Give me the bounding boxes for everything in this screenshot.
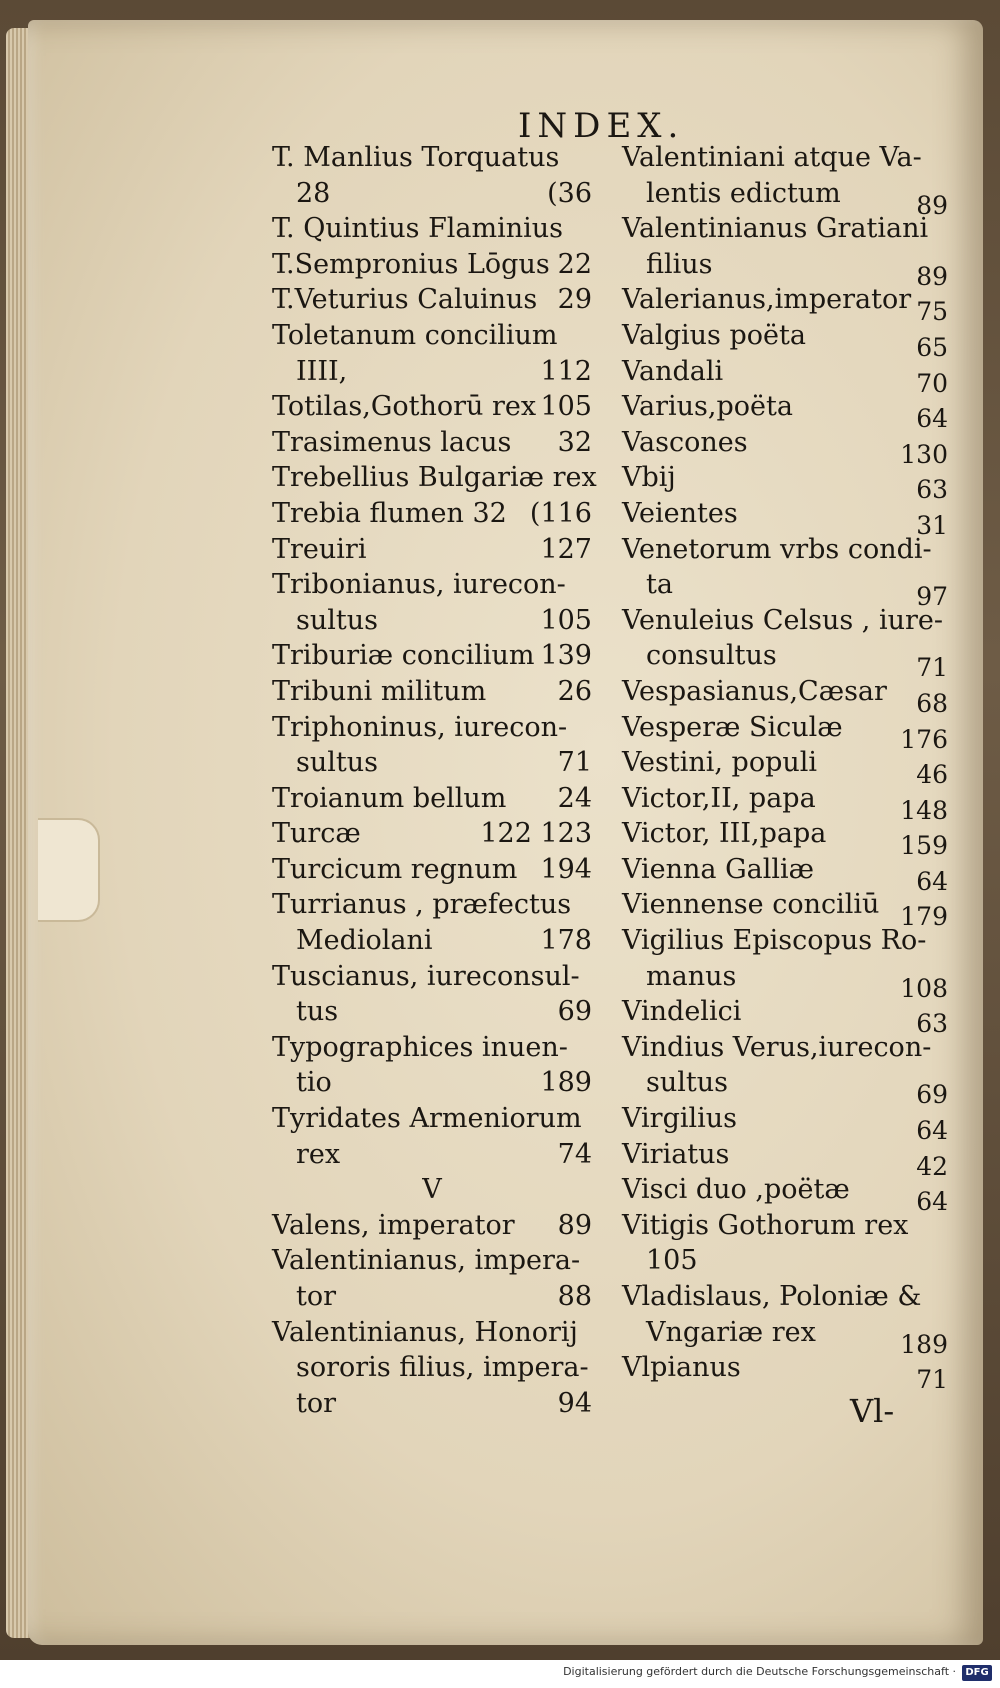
entry-term: manus bbox=[646, 960, 737, 992]
index-entry bbox=[622, 318, 948, 362]
entry-page-number: 74 bbox=[557, 1138, 592, 1170]
entry-term: Viriatus bbox=[622, 1138, 730, 1170]
entry-term: Vitigis Gothorum rex bbox=[622, 1209, 909, 1241]
entry-term: sultus bbox=[296, 747, 378, 779]
index-entry bbox=[272, 1350, 592, 1386]
index-entry bbox=[272, 816, 592, 852]
entry-page-number: 105 bbox=[540, 604, 592, 636]
index-entry bbox=[272, 852, 592, 888]
index-entry bbox=[622, 994, 948, 1039]
entry-term: Varius,poëta bbox=[622, 391, 793, 423]
entry-page-number: 31 bbox=[916, 510, 948, 540]
entry-term: T.Sempronius Lōgus bbox=[272, 248, 550, 280]
index-entry bbox=[272, 1315, 592, 1351]
entry-term: Vigilius Episcopus Ro- bbox=[622, 925, 927, 957]
entry-term: Vascones bbox=[622, 426, 748, 458]
entry-page-number: 89 bbox=[916, 190, 948, 220]
index-entry bbox=[622, 425, 948, 469]
index-entry bbox=[272, 532, 592, 568]
index-entry bbox=[272, 1172, 592, 1208]
index-entry bbox=[622, 603, 944, 639]
index-entry bbox=[622, 1208, 944, 1244]
index-entry bbox=[622, 354, 948, 398]
entry-term: Vestini, populi bbox=[622, 747, 818, 779]
entry-term: Vlpianus bbox=[622, 1352, 741, 1384]
entry-term: Valgius poëta bbox=[622, 319, 806, 351]
entry-term: filius bbox=[646, 248, 713, 280]
entry-page-number: 24 bbox=[557, 782, 592, 814]
entry-term: Valentinianus, impera- bbox=[272, 1245, 581, 1277]
index-entry bbox=[622, 816, 948, 861]
entry-term: Victor, III,papa bbox=[622, 818, 827, 850]
entry-page-number: 108 bbox=[900, 973, 948, 1003]
index-entry bbox=[272, 1137, 592, 1173]
entry-page-number: 71 bbox=[916, 653, 948, 683]
entry-page-number: (36 bbox=[547, 177, 592, 209]
entry-term: sororis filius, impera- bbox=[296, 1352, 589, 1384]
entry-term: Valentinianus Gratiani bbox=[622, 213, 929, 245]
index-entry bbox=[622, 496, 948, 540]
index-entry bbox=[272, 496, 592, 532]
entry-term: Vespasianus,Cæsar bbox=[622, 675, 887, 707]
entry-term: ta bbox=[646, 569, 673, 601]
index-entry bbox=[272, 211, 592, 247]
entry-term: Veientes bbox=[622, 497, 738, 529]
entry-term: Toletanum concilium bbox=[272, 319, 558, 351]
index-entry bbox=[622, 638, 948, 683]
dfg-logo-icon: DFG bbox=[962, 1665, 992, 1681]
index-entry bbox=[272, 1386, 592, 1422]
index-entry bbox=[622, 1030, 944, 1066]
index-entry bbox=[622, 887, 948, 932]
entry-term: sultus bbox=[646, 1067, 728, 1099]
entry-term: Vindelici bbox=[622, 996, 742, 1028]
entry-term: Virgilius bbox=[622, 1103, 738, 1135]
index-entry bbox=[622, 1315, 948, 1359]
entry-page-number: 159 bbox=[900, 831, 948, 861]
entry-term: rex bbox=[296, 1138, 341, 1170]
entry-term: Valentiniani atque Va- bbox=[622, 142, 922, 173]
entry-term: Valens, imperator bbox=[272, 1209, 515, 1241]
entry-term: Turcæ bbox=[272, 818, 361, 850]
index-entry bbox=[622, 282, 948, 327]
entry-page-number: 130 bbox=[900, 439, 948, 469]
entry-page-number: 89 bbox=[916, 261, 948, 291]
entry-term: Tuscianus, iureconsul- bbox=[272, 960, 580, 992]
index-entry bbox=[622, 247, 948, 291]
entry-term: Mediolani bbox=[296, 925, 433, 957]
entry-term: Totilas,Gothorū rex bbox=[272, 391, 537, 423]
entry-term: Venetorum vrbs condi- bbox=[622, 533, 932, 565]
index-entry bbox=[272, 1030, 592, 1066]
entry-term: T. Quintius Flaminius bbox=[272, 213, 564, 245]
index-column-left bbox=[272, 140, 597, 1421]
index-entry bbox=[272, 887, 592, 923]
entry-page-number: 122 123 bbox=[480, 818, 592, 850]
entry-term: Treuiri bbox=[272, 533, 367, 565]
index-column-right bbox=[622, 140, 948, 1395]
entry-term: Turrianus , præfectus bbox=[272, 889, 572, 921]
entry-term: Typographices inuen- bbox=[272, 1031, 568, 1063]
entry-term: Vesperæ Siculæ bbox=[622, 711, 843, 743]
entry-term: consultus bbox=[646, 640, 777, 672]
entry-page-number: 29 bbox=[557, 284, 592, 316]
index-entry bbox=[622, 460, 948, 505]
index-entry bbox=[622, 389, 948, 434]
index-entry bbox=[272, 638, 592, 674]
entry-page-number: 69 bbox=[916, 1080, 948, 1110]
entry-page-number: 65 bbox=[916, 332, 948, 362]
entry-term: 28 bbox=[296, 177, 331, 209]
entry-term: Turcicum regnum bbox=[272, 853, 518, 885]
entry-page-number: 105 bbox=[540, 391, 592, 423]
index-entry bbox=[272, 318, 592, 354]
footer-bar bbox=[0, 1660, 1000, 1688]
index-entry bbox=[272, 1243, 592, 1279]
entry-term: Tribonianus, iurecon- bbox=[272, 569, 566, 601]
index-entry bbox=[622, 1101, 948, 1146]
entry-term: Triphoninus, iurecon- bbox=[272, 711, 568, 743]
entry-page-number: 26 bbox=[557, 675, 592, 707]
index-entry bbox=[622, 1243, 944, 1279]
index-entry bbox=[272, 282, 592, 318]
entry-page-number: 178 bbox=[540, 925, 592, 957]
entry-page-number: 94 bbox=[557, 1387, 592, 1419]
page-tab bbox=[38, 818, 100, 922]
entry-term: 105 bbox=[646, 1245, 698, 1277]
entry-page-number: 69 bbox=[557, 996, 592, 1028]
entry-term: tor bbox=[296, 1387, 337, 1419]
index-entry bbox=[622, 176, 948, 220]
entry-term: Vandali bbox=[622, 355, 724, 387]
index-entry bbox=[272, 425, 592, 461]
index-entry bbox=[272, 1279, 592, 1315]
entry-page-number: 127 bbox=[540, 533, 592, 565]
entry-page-number: 64 bbox=[916, 1116, 948, 1146]
entry-term: Vbij bbox=[622, 462, 676, 494]
entry-page-number: 71 bbox=[557, 747, 592, 779]
index-entry bbox=[272, 959, 592, 995]
entry-page-number: 148 bbox=[900, 795, 948, 825]
entry-page-number: 89 bbox=[557, 1209, 592, 1241]
entry-page-number: 88 bbox=[557, 1281, 592, 1312]
index-entry bbox=[272, 389, 592, 425]
entry-term: Valerianus,imperator bbox=[622, 284, 912, 316]
entry-term: Trebia flumen 32 bbox=[272, 497, 507, 529]
entry-term: T.Veturius Caluinus bbox=[272, 284, 538, 316]
index-entry bbox=[272, 923, 592, 959]
footer-credit: Digitalisierung gefördert durch die Deutsche Forschungsgemeinschaft · bbox=[563, 1665, 956, 1678]
entry-term: Viennense conciliū bbox=[622, 889, 880, 921]
entry-term: tio bbox=[296, 1067, 332, 1099]
entry-term: Victor,II, papa bbox=[622, 782, 816, 814]
entry-page-number: 22 bbox=[557, 248, 592, 280]
index-entry bbox=[272, 710, 592, 746]
index-entry bbox=[622, 781, 948, 825]
index-entry bbox=[622, 567, 948, 612]
entry-page-number: 97 bbox=[916, 582, 948, 612]
entry-page-number: 63 bbox=[916, 1009, 948, 1039]
entry-page-number: 64 bbox=[916, 404, 948, 434]
catchword: Vl- bbox=[850, 1392, 895, 1430]
page-title: INDEX. bbox=[518, 106, 685, 146]
entry-page-number: 189 bbox=[900, 1329, 948, 1359]
entry-term: sultus bbox=[296, 604, 378, 636]
index-entry bbox=[272, 745, 592, 781]
entry-term: Tyridates Armeniorum bbox=[272, 1103, 582, 1135]
index-entry bbox=[622, 745, 948, 790]
index-entry bbox=[622, 1172, 948, 1217]
index-entry bbox=[622, 1065, 948, 1110]
entry-page-number: 32 bbox=[557, 426, 592, 458]
entry-term: Trasimenus lacus bbox=[272, 426, 512, 458]
index-entry bbox=[272, 1101, 592, 1137]
index-entry bbox=[272, 1065, 592, 1101]
entry-term: tus bbox=[296, 996, 339, 1028]
entry-term: Vienna Galliæ bbox=[622, 853, 815, 885]
entry-term: Vngariæ rex bbox=[646, 1316, 816, 1348]
index-entry bbox=[272, 176, 592, 212]
index-entry bbox=[622, 1279, 944, 1315]
entry-page-number: 70 bbox=[916, 368, 948, 398]
index-entry bbox=[272, 994, 592, 1030]
entry-term: V bbox=[422, 1174, 442, 1206]
entry-page-number: 64 bbox=[916, 866, 948, 896]
entry-term: Valentinianus, Honorij bbox=[272, 1316, 578, 1348]
index-entry bbox=[622, 959, 948, 1003]
index-entry bbox=[622, 674, 948, 718]
entry-page-number: 75 bbox=[916, 297, 948, 327]
entry-page-number: 139 bbox=[540, 640, 592, 672]
entry-term: Venuleius Celsus , iure- bbox=[622, 604, 944, 636]
index-entry bbox=[272, 603, 592, 639]
index-entry bbox=[622, 211, 944, 247]
entry-page-number: 71 bbox=[916, 1365, 948, 1395]
entry-term: Vindius Verus,iurecon- bbox=[622, 1031, 932, 1063]
index-entry bbox=[272, 1208, 592, 1244]
entry-page-number: (116 bbox=[529, 497, 592, 529]
index-entry bbox=[272, 140, 592, 176]
entry-term: Trebellius Bulgariæ rex bbox=[272, 462, 597, 494]
index-entry bbox=[272, 354, 592, 390]
entry-page-number: 189 bbox=[540, 1067, 592, 1099]
entry-term: tor bbox=[296, 1281, 337, 1312]
entry-term: Visci duo ,poëtæ bbox=[622, 1174, 850, 1206]
entry-page-number: 176 bbox=[900, 724, 948, 754]
entry-page-number: 42 bbox=[916, 1151, 948, 1181]
entry-page-number: 68 bbox=[916, 688, 948, 718]
entry-term: T. Manlius Torquatus bbox=[272, 142, 560, 173]
index-entry bbox=[272, 781, 592, 817]
index-entry bbox=[622, 923, 944, 959]
entry-page-number: 179 bbox=[900, 902, 948, 932]
index-entry bbox=[622, 1350, 948, 1395]
entry-page-number: 64 bbox=[916, 1187, 948, 1217]
index-entry bbox=[622, 140, 944, 176]
entry-term: Vladislaus, Poloniæ & bbox=[622, 1281, 922, 1312]
entry-term: Tribuni militum bbox=[272, 675, 487, 707]
entry-term: Troianum bellum bbox=[272, 782, 507, 814]
index-entry bbox=[272, 460, 597, 496]
entry-page-number: 46 bbox=[916, 760, 948, 790]
entry-page-number: 194 bbox=[540, 853, 592, 885]
entry-term: lentis edictum bbox=[646, 177, 841, 209]
index-entry bbox=[622, 710, 948, 754]
entry-page-number: 63 bbox=[916, 475, 948, 505]
entry-term: IIII, bbox=[296, 355, 348, 387]
index-entry bbox=[272, 567, 592, 603]
entry-term: Triburiæ concilium bbox=[272, 640, 535, 672]
entry-page-number: 112 bbox=[540, 355, 592, 387]
index-entry bbox=[272, 247, 592, 283]
index-entry bbox=[622, 532, 944, 568]
index-entry bbox=[622, 852, 948, 896]
index-entry bbox=[622, 1137, 948, 1181]
index-entry bbox=[272, 674, 592, 710]
